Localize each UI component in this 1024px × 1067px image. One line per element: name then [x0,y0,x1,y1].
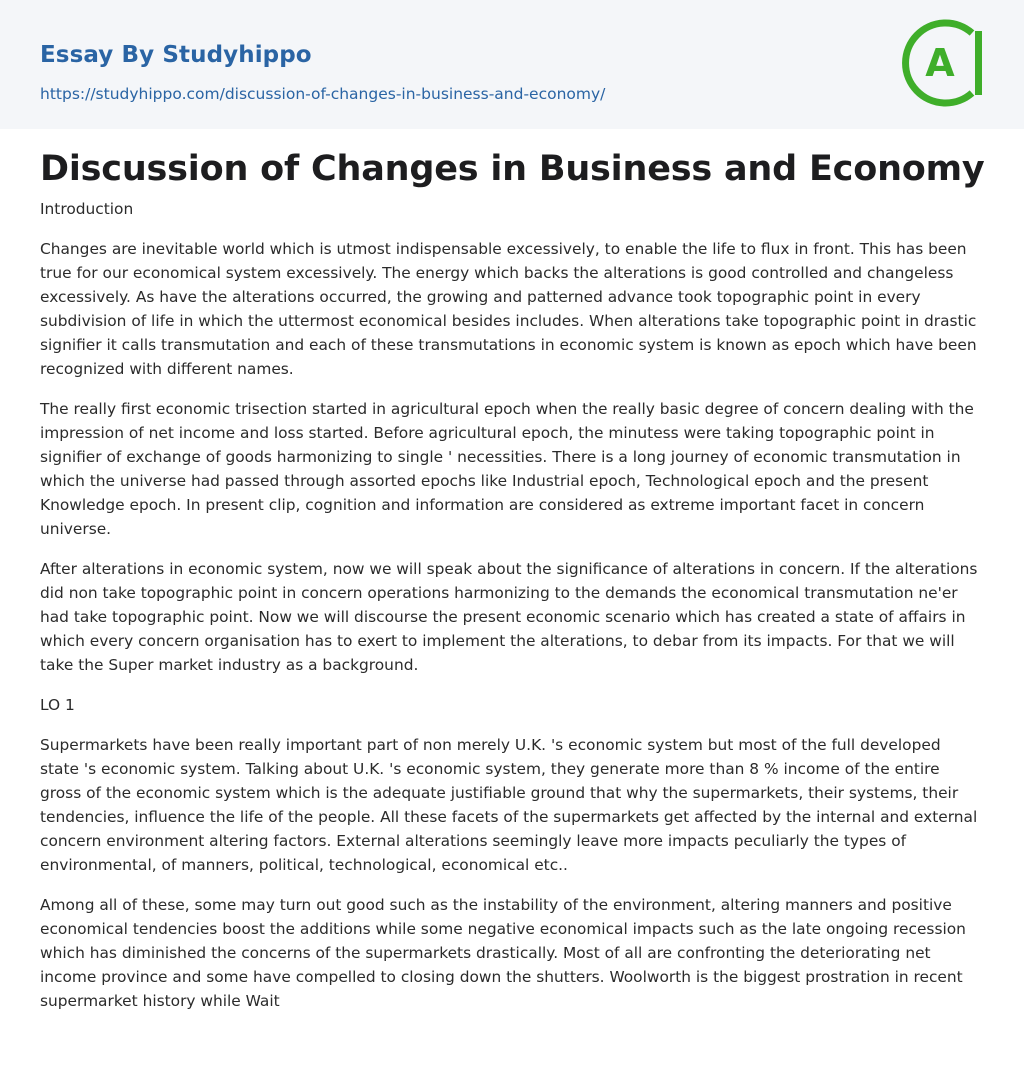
essay-url-link[interactable]: https://studyhippo.com/discussion-of-changes-in-business-and-economy/ [40,85,606,103]
site-brand[interactable]: Essay By Studyhippo [40,42,312,68]
section-heading-lo1: LO 1 [40,696,75,714]
section-heading-introduction: Introduction [40,200,134,218]
article-paragraph: After alterations in economic system, now we will speak about the significance of alterations in concern. If the alterations did non take topographic point in concern operations harmonizing to the demands the economical transmutation ne'er had take topographic point. Now we will discourse the present economic scenario which has created a state of affairs in which every concern organisation has to exert to implement the alterations, to debar from its impacts. For that we will take the Super market industry as a background. [40,560,978,674]
article-paragraph: Among all of these, some may turn out good such as the instability of the environment, altering manners and positive economical tendencies boost the additions while some negative economical impacts such as the late ongoing recession which has diminished the concerns of the supermarkets drastically. Most of all are confronting the deteriorating net income province and some have compelled to closing down the shutters. Woolworth is the biggest prostration in recent supermarket history while Wait [40,896,966,1010]
article [0,146,1024,1013]
studyhippo-logo-icon[interactable] [898,19,986,107]
article-paragraph: Supermarkets have been really important part of non merely U.K. 's economic system but most of the full developed state 's economic system. Talking about U.K. 's economic system, they generate more than 8 % income of the entire gross of the economic system which is the adequate justifiable ground that why the supermarkets, their systems, their tendencies, influence the life of the people. All these facets of the supermarkets get affected by the internal and external concern environment altering factors. External alterations seemingly leave more impacts peculiarly the types of environmental, of manners, political, technological, economical etc.. [40,736,978,874]
article-paragraph: Changes are inevitable world which is utmost indispensable excessively, to enable the life to flux in front. This has been true for our economical system excessively. The energy which backs the alterations is good controlled and changeless excessively. As have the alterations occurred, the growing and patterned advance took topographic point in every subdivision of life in which the uttermost economical besides includes. When alterations take topographic point in drastic signifier it calls transmutation and each of these transmutations in economic system is known as epoch which have been recognized with different names. [40,240,977,378]
site-header [0,0,1024,129]
logo-letter: A [925,41,955,85]
article-title: Discussion of Changes in Business and Economy [40,149,985,189]
article-paragraph: The really first economic trisection started in agricultural epoch when the really basic degree of concern dealing with the impression of net income and loss started. Before agricultural epoch, the minutess were taking topographic point in signifier of exchange of goods harmonizing to single ' necessities. There is a long journey of economic transmutation in which the universe had passed through assorted epochs like Industrial epoch, Technological epoch and the present Knowledge epoch. In present clip, cognition and information are considered as extreme important facet in concern universe. [40,400,974,538]
